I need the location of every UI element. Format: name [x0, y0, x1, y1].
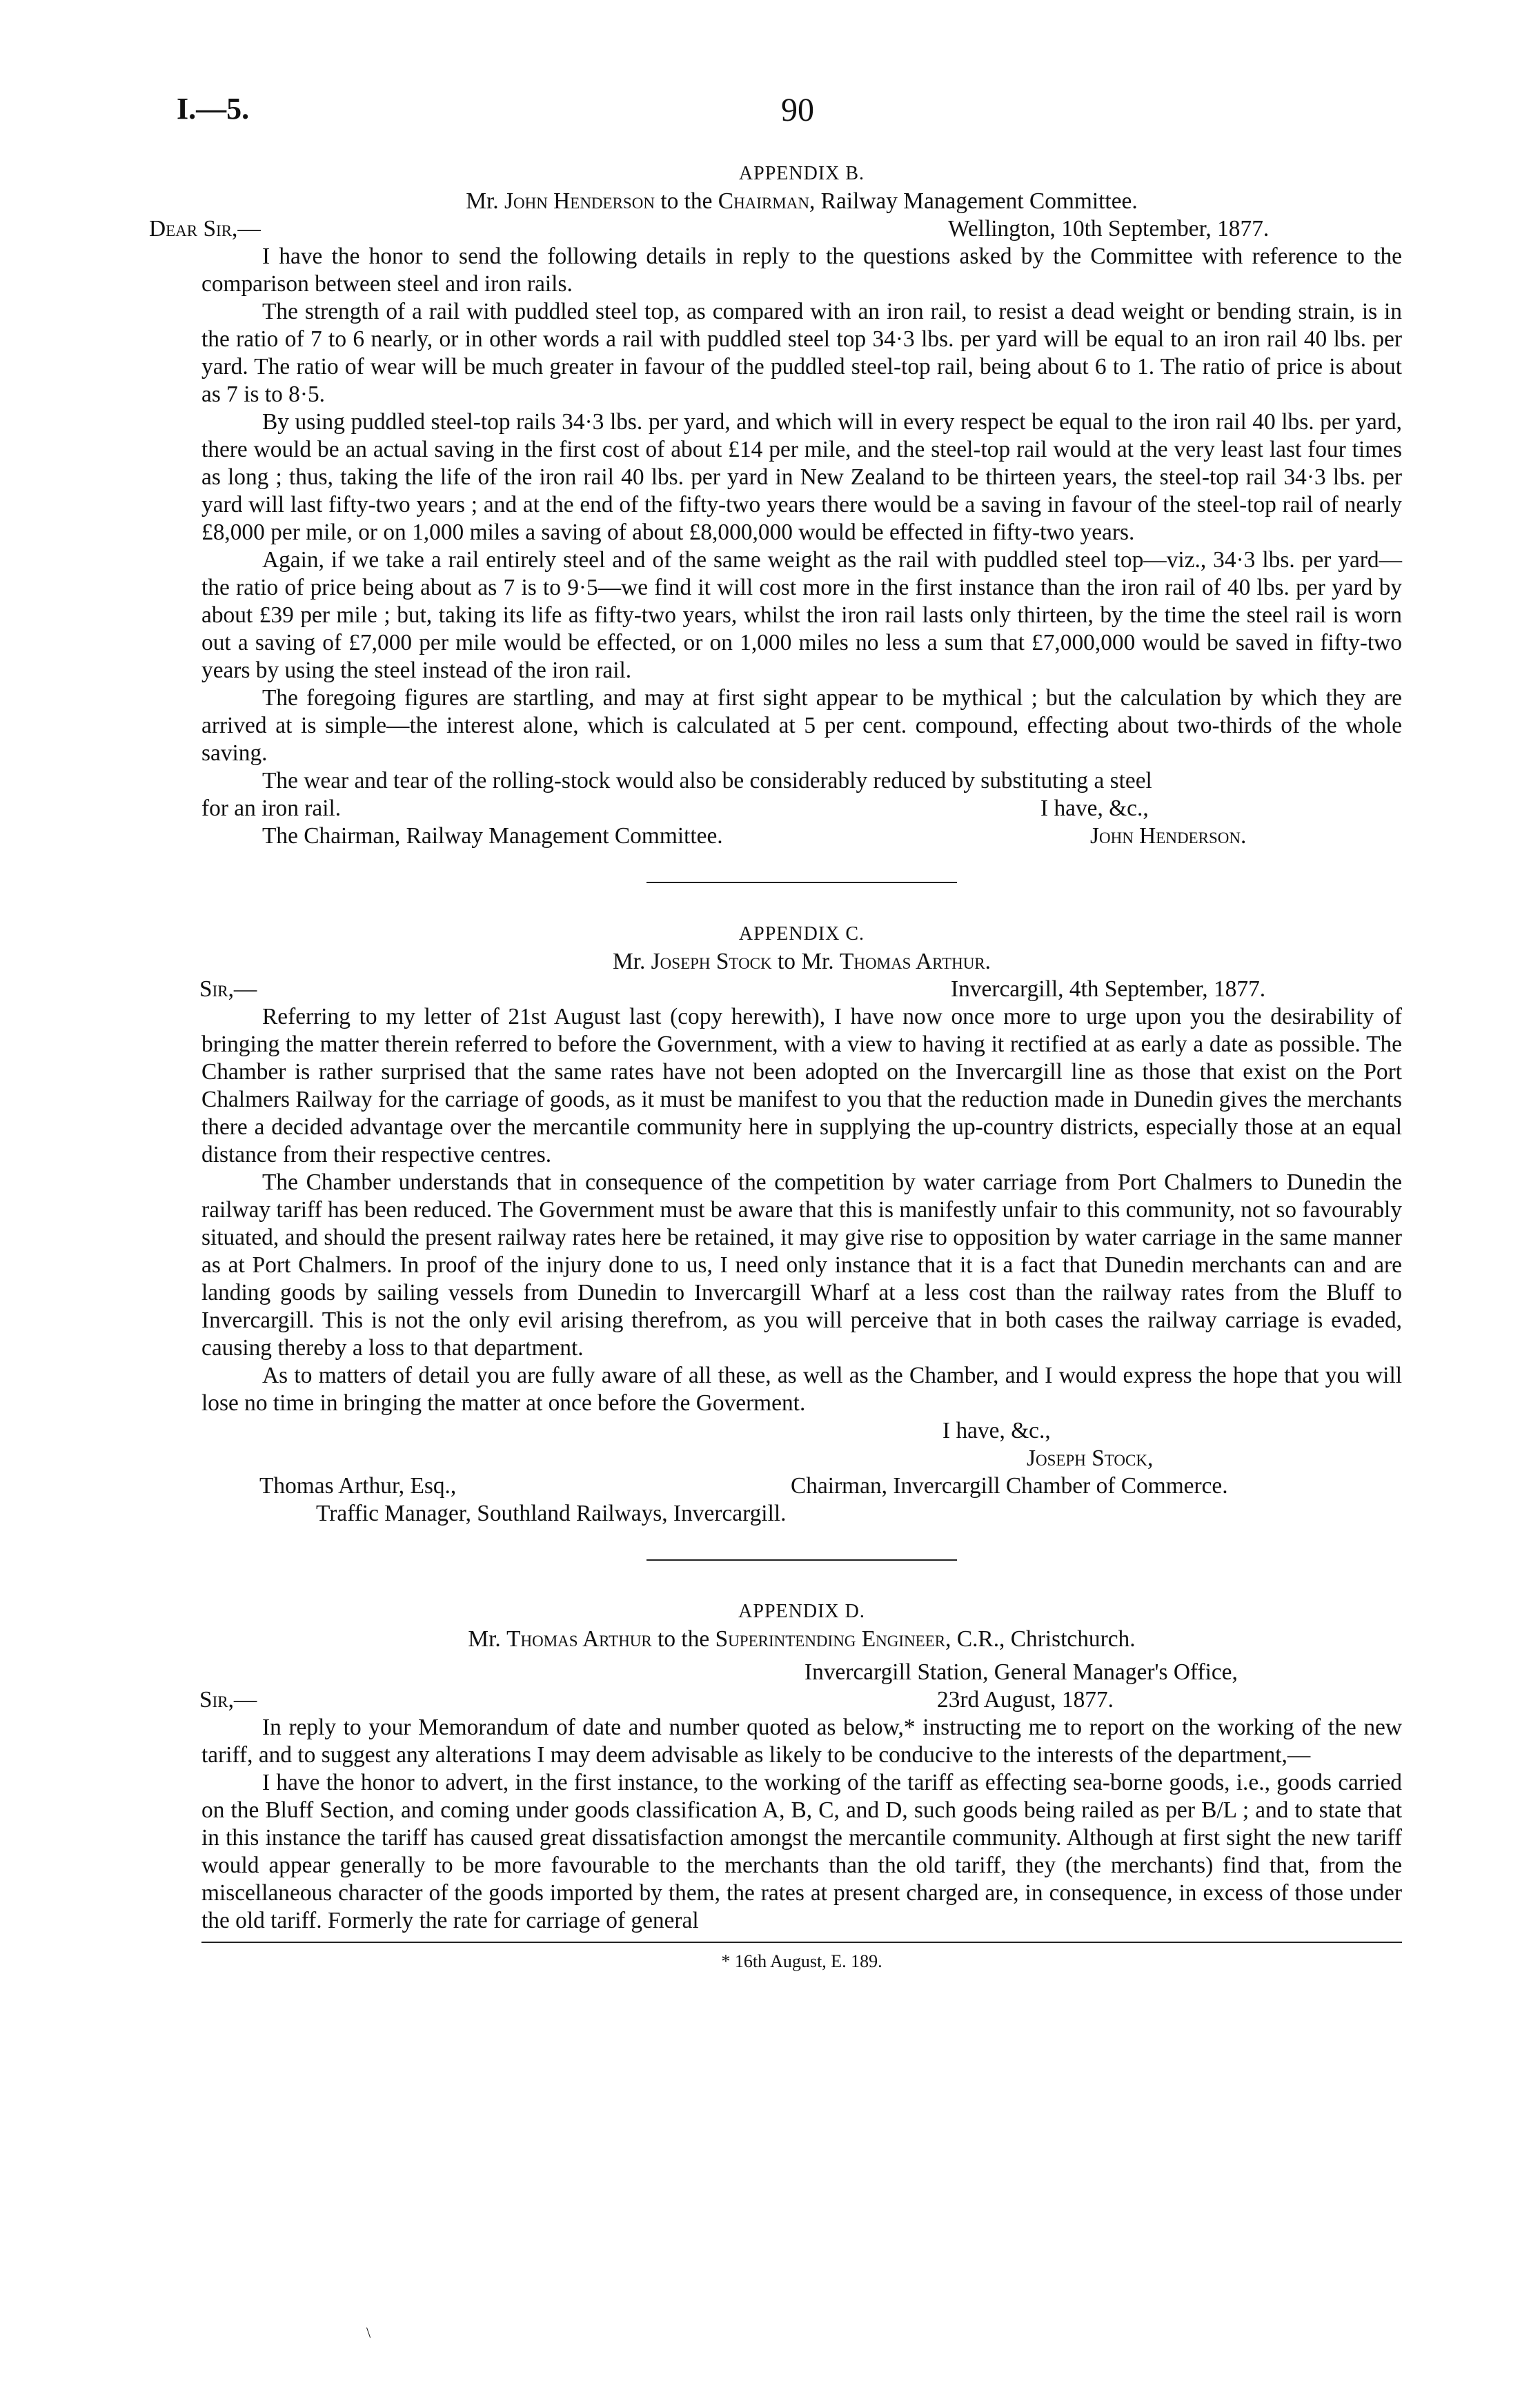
closing: I have, &c.,: [942, 1418, 1051, 1443]
paragraph: Again, if we take a rail entirely steel and of the same weight as the rail with puddled steel top—viz., 34·3 lbs. per yard—the ratio of price being about as 7 is to 9·5—we find it will cost more in the first instance than the iron rail of 40 lbs. per yard by about £39 per mile ; but, taking its life as fifty-two years, whilst the iron rail lasts only thirteen, by the time the steel rail is worn out a saving of £7,000 per mile would be effected, or on 1,000 miles no less a sum that £7,000,000 would be saved in fifty-two years by using the steel instead of the iron rail.: [201, 547, 1402, 683]
page-number: 90: [781, 92, 814, 128]
section-divider: [646, 1559, 957, 1561]
footnote: * 16th August, E. 189.: [721, 1951, 882, 1971]
appendix-b-title: Mr. John Henderson to the Chairman, Railway Management Committee.: [466, 188, 1138, 214]
addressee: Thomas Arthur, Esq.,: [259, 1473, 457, 1499]
place-date: Wellington, 10th September, 1877.: [948, 216, 1270, 241]
appendix-b-heading: APPENDIX B.: [738, 163, 865, 184]
section-divider: [646, 882, 957, 883]
paragraph: I have the honor to send the following details in reply to the questions asked by the Committee with reference to the comparison between steel and iron rails.: [201, 244, 1402, 297]
closing: I have, &c.,: [1040, 796, 1149, 821]
page-content: [149, 160, 1402, 1973]
paragraph: The Chamber understands that in consequence of the competition by water carriage from Port Chalmers to Dunedin the railway tariff has been reduced. The Government must be aware that this is manifestly unfair to this community, not so favourably situated, and should the present railway rates here be retained, it may give rise to opposition by water carriage in the same manner as at Port Chalmers. In proof of the injury done to us, I need only instance that it is a fact that Dunedin merchants can and are landing goods by sailing vessels from Dunedin to Invercargill Wharf at a less cost than the railway rates from the Bluff to Invercargill. This is not the only evil arising therefrom, as you will perceive that in both cases the railway carriage is evaded, causing thereby a loss to that department.: [201, 1170, 1402, 1361]
place-date: Invercargill, 4th September, 1877.: [951, 976, 1266, 1002]
place-line: [201, 1659, 1402, 1686]
date: 23rd August, 1877.: [937, 1687, 1114, 1713]
document-reference: I.—5.: [177, 92, 250, 126]
appendix-c-title: Mr. Joseph Stock to Mr. Thomas Arthur.: [612, 949, 991, 974]
appendix-d-heading: APPENDIX D.: [738, 1601, 865, 1622]
salutation: Sir,—: [199, 1687, 257, 1713]
signature-line: [201, 822, 1402, 850]
footnote-rule: [201, 1942, 1402, 1943]
paragraph: Referring to my letter of 21st August last (copy herewith), I have now once more to urge upon you the desirability of bringing the matter therein referred to before the Government, with a view to having it rectified at as early a date as possible. The Chamber is rather surprised that the same rates have not been adopted on the Invercargill line as those that exist on the Port Chalmers Railway for the carriage of goods, as it must be manifest to you that the reduction made in Dunedin gives the merchants there a decided advantage over the mercantile community here in supplying the up-country districts, especially those at an equal distance from their respective centres.: [201, 1004, 1402, 1167]
appendix-c-heading: APPENDIX C.: [738, 923, 865, 945]
page-header: [177, 91, 1419, 132]
signature-line: [201, 1445, 1402, 1472]
addressee: The Chairman, Railway Management Committee.: [262, 823, 723, 849]
paragraph: I have the honor to advert, in the first instance, to the working of the tariff as effecting sea-borne goods, i.e., goods carried on the Bluff Section, and coming under goods classification A, B, C, and D, such goods being railed as per B/L ; and to state that in this instance the tariff has caused great dissatisfaction amongst the mercantile community. Although at first sight the new tariff would appear generally to be more favourable to the merchants than the old tariff, they (the merchants) find that, from the miscellaneous character of the goods imported by them, the rates at present charged are, in consequence, in excess of those under the old tariff. Formerly the rate for carriage of general: [201, 1770, 1402, 1933]
signature: Joseph Stock,: [1027, 1445, 1154, 1471]
paragraph: The strength of a rail with puddled steel top, as compared with an iron rail, to resist a dead weight or bending strain, is in the ratio of 7 to 6 nearly, or in other words a rail with puddled steel top 34·3 lbs. per yard will be equal to an iron rail 40 lbs. per yard. The ratio of wear will be much greater in favour of the puddled steel-top rail, being about 6 to 1. The ratio of price is about as 7 is to 8·5.: [201, 299, 1402, 407]
paragraph: As to matters of detail you are fully aware of all these, as well as the Chamber, and I would express the hope that you will lose no time in bringing the matter at once before the Goverment.: [201, 1363, 1402, 1416]
appendix-d-salutation-line: [201, 1686, 1402, 1714]
salutation: Dear Sir,—: [149, 216, 261, 241]
signer-title: Chairman, Invercargill Chamber of Commerce.: [791, 1473, 1228, 1499]
stray-mark: \: [366, 2324, 371, 2341]
appendix-d-title: Mr. Thomas Arthur to the Superintending Engineer, C.R., Christchurch.: [468, 1626, 1136, 1652]
paragraph: By using puddled steel-top rails 34·3 lbs. per yard, and which will in every respect be equal to the iron rail 40 lbs. per yard, there would be an actual saving in the first cost of about £14 per mile, and the steel-top rail would at the very least last four times as long ; thus, taking the life of the iron rail 40 lbs. per yard in New Zealand to be thirteen years, the steel-top rail 34·3 lbs. per yard will last fifty-two years ; and at the end of the fifty-two years there would be a saving in favour of the steel-top rail of nearly £8,000 per mile, or on 1,000 miles a saving of about £8,000,000 would be effected in fifty-two years.: [201, 409, 1402, 545]
appendix-c-salutation-line: [201, 976, 1402, 1003]
place: Invercargill Station, General Manager's Office,: [804, 1659, 1238, 1685]
addressee-title-line: [201, 1500, 1402, 1528]
closing-line: for an iron rail. I have, &c.,: [201, 796, 1149, 821]
salutation: Sir,—: [199, 976, 257, 1002]
paragraph: The foregoing figures are startling, and may at first sight appear to be mythical ; but the calculation by which they are arrived at is simple—the interest alone, which is calculated at 5 per cent. compound, effecting about two-thirds of the whole saving.: [201, 685, 1402, 766]
closing-line: [201, 1417, 1402, 1445]
paragraph: The wear and tear of the rolling-stock would also be considerably reduced by substituting a steel: [262, 768, 1152, 793]
paragraph: In reply to your Memorandum of date and number quoted as below,* instructing me to report on the working of the new tariff, and to suggest any alterations I may deem advisable as likely to be conducive to the interests of the department,—: [201, 1715, 1402, 1768]
appendix-b-salutation-line: [149, 215, 1402, 243]
signature: John Henderson.: [1090, 823, 1247, 849]
addressee-line: [201, 1472, 1402, 1500]
addressee-title: Traffic Manager, Southland Railways, Invercargill.: [316, 1501, 787, 1526]
